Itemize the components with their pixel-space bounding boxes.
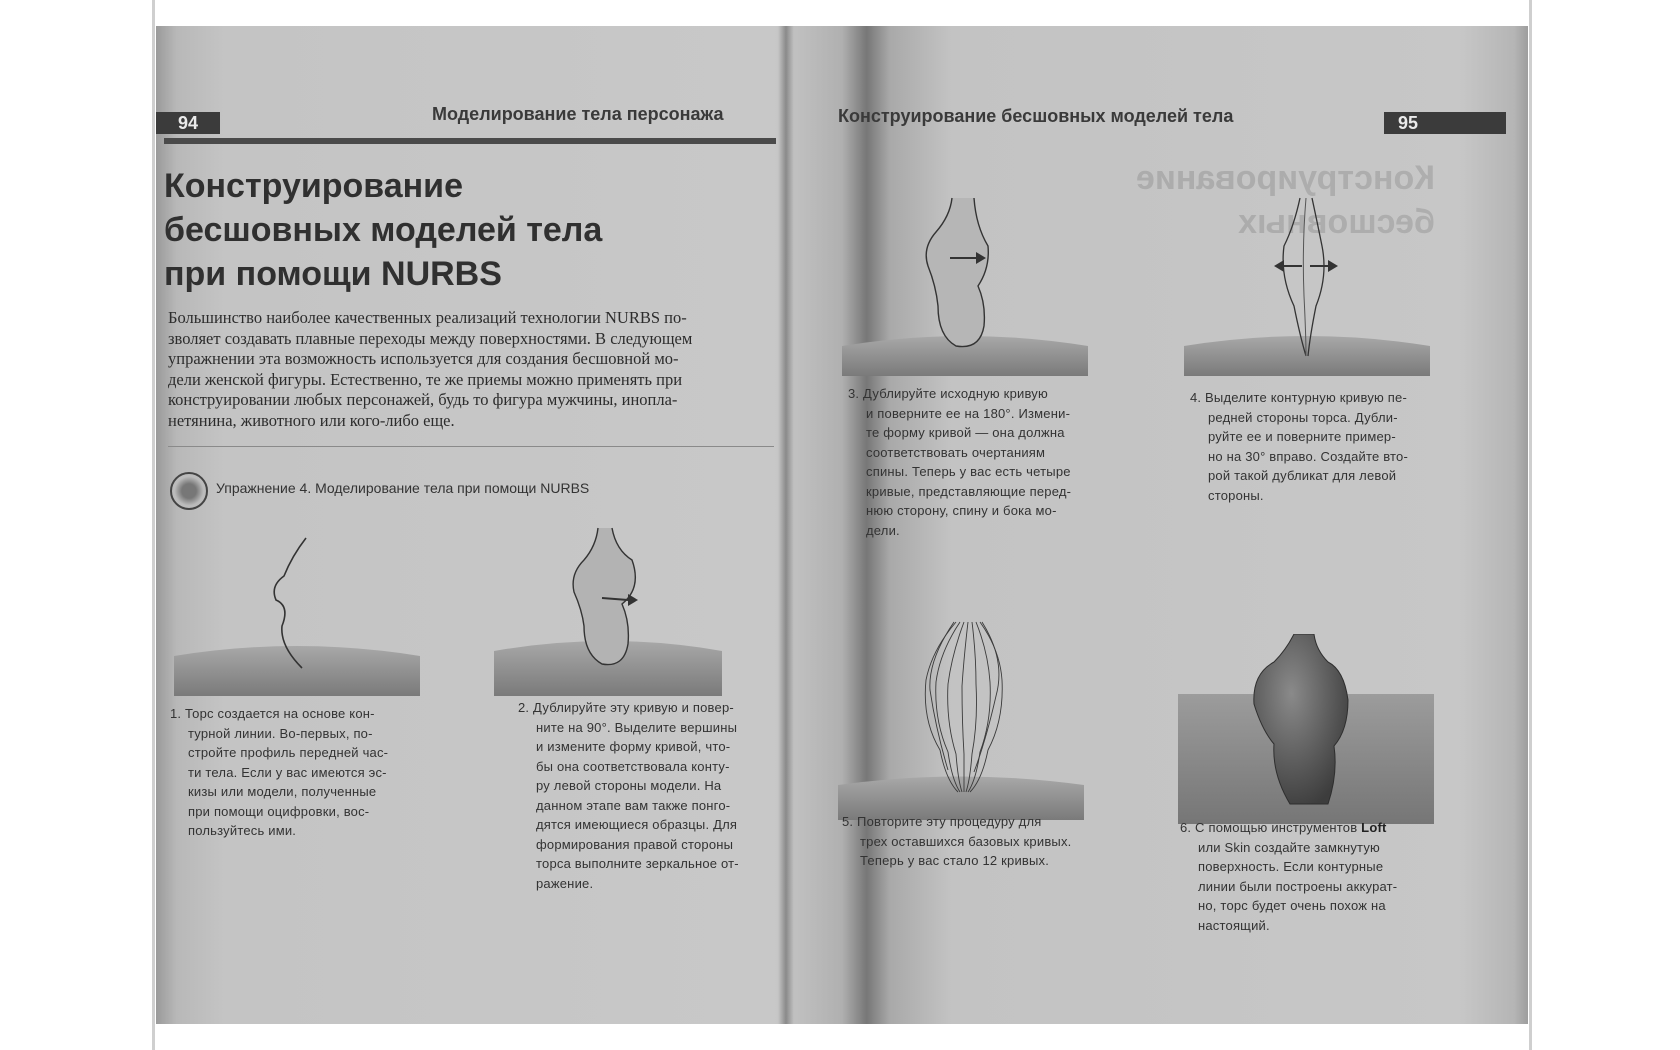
caption-line: 5. Повторите эту процедуру для [842, 814, 1042, 829]
caption-line: данном этапе вам также понго- [536, 797, 731, 813]
caption-line: ражение. [536, 875, 594, 891]
caption-line: 2. Дублируйте эту кривую и повер- [518, 700, 734, 715]
title-line: Конструирование [164, 167, 463, 205]
figure-6-lofted-torso [1178, 634, 1434, 824]
caption-line: трех оставшихся базовых кривых. [860, 833, 1072, 849]
intro-line: дели женской фигуры. Естественно, те же приемы можно применять при [168, 369, 683, 389]
title-line: при помощи NURBS [164, 255, 502, 293]
caption-line: турной линии. Во-первых, по- [188, 725, 373, 741]
step-1-caption [170, 704, 388, 841]
caption-line: ните на 90°. Выделите вершины [536, 719, 738, 735]
caption-line: но, торс будет очень похож на [1198, 898, 1386, 913]
title-line: бесшовных моделей тела [164, 211, 603, 249]
caption-line: торса выполните зеркальное от- [536, 856, 739, 871]
caption-line: настоящий. [1198, 917, 1270, 933]
caption-line: 3. Дублируйте исходную кривую [848, 386, 1048, 401]
caption-line: кривые, представляющие перед- [866, 483, 1072, 499]
step-4-caption [1190, 388, 1408, 505]
caption-line: рой такой дубликат для левой [1208, 468, 1397, 483]
exercise-label: Упражнение 4. Моделирование тела при помощи NURBS [216, 480, 590, 496]
caption-line: соответствовать очертаниям [866, 444, 1046, 460]
chapter-title [164, 164, 602, 296]
caption-line: поверхность. Если контурные [1198, 859, 1384, 874]
step-6-caption [1180, 818, 1397, 935]
caption-line: те форму кривой — она должна [866, 425, 1065, 440]
caption-line: при помощи оцифровки, вос- [188, 803, 370, 819]
header-rule-left [164, 138, 776, 144]
caption-line [1180, 818, 1397, 838]
caption-line: дели. [866, 522, 900, 538]
bleed-through-line: Конструирование [1136, 159, 1435, 197]
viewer-right-border [1529, 0, 1532, 1050]
caption-line: 1. Торс создается на основе кон- [170, 706, 375, 721]
running-head-right: Конструирование бесшовных моделей тела [838, 106, 1234, 126]
figure-1-profile-curve [172, 536, 422, 696]
caption-line: бы она соответствовала конту- [536, 758, 730, 774]
caption-line: стройте профиль передней час- [188, 745, 389, 760]
intro-line: упражнении эта возможность используется для создания бесшовной мо- [168, 349, 679, 368]
figure-3-back-curve [840, 196, 1090, 376]
figure-2-side-curve [492, 526, 724, 696]
caption-line: дятся имеющиеся образцы. Для [536, 817, 738, 832]
intro-paragraph [168, 308, 692, 431]
figure-4-rotated-curves [1182, 196, 1432, 376]
bleed-through-line: бесшовных [1238, 203, 1435, 241]
page-number-right: 95 [1384, 112, 1506, 134]
caption-line: пользуйтесь ими. [188, 823, 297, 838]
intro-line: конструировании любых персонажей, будь то фигура мужчины, инопла- [168, 390, 678, 409]
caption-line: нюю сторону, спину и бока мо- [866, 503, 1057, 518]
book-gutter [778, 26, 794, 1024]
caption-bold-term: Loft [1361, 820, 1387, 835]
step-2-caption [518, 698, 739, 893]
caption-line: спины. Теперь у вас есть четыре [866, 464, 1071, 479]
caption-line: ру левой стороны модели. На [536, 778, 722, 793]
caption-line: и поверните ее на 180°. Измени- [866, 405, 1071, 421]
caption-line: 4. Выделите контурную кривую пе- [1190, 390, 1407, 405]
caption-line: стороны. [1208, 487, 1264, 503]
caption-line: руйте ее и поверните пример- [1208, 429, 1396, 444]
caption-line: формирования правой стороны [536, 836, 734, 852]
caption-line: и измените форму кривой, что- [536, 739, 731, 754]
exercise-disc-icon [170, 472, 208, 510]
intro-line: нетянина, животного или кого-либо еще. [168, 410, 455, 430]
caption-line: линии были построены аккурат- [1198, 878, 1398, 894]
caption-text: 6. С помощью инструментов [1180, 820, 1362, 835]
caption-line: или Skin создайте замкнутую [1198, 839, 1380, 855]
page-number-left: 94 [156, 112, 220, 134]
step-3-caption [848, 384, 1071, 540]
scanned-spread [156, 26, 1528, 1024]
caption-line: кизы или модели, полученные [188, 784, 377, 799]
step-5-caption [842, 812, 1072, 871]
viewer-left-border [152, 0, 155, 1050]
caption-line: Теперь у вас стало 12 кривых. [860, 853, 1050, 868]
caption-line: ти тела. Если у вас имеются эс- [188, 764, 387, 780]
section-divider [168, 446, 774, 447]
caption-line: но на 30° вправо. Создайте вто- [1208, 448, 1408, 464]
intro-line: Большинство наиболее качественных реализаций технологии NURBS по- [168, 308, 687, 327]
running-head-left: Моделирование тела персонажа [432, 104, 724, 124]
figure-5-twelve-curves [836, 620, 1086, 820]
intro-line: зволяет создавать плавные переходы между поверхностями. В следующем [168, 328, 693, 348]
caption-line: редней стороны торса. Дубли- [1208, 409, 1398, 425]
